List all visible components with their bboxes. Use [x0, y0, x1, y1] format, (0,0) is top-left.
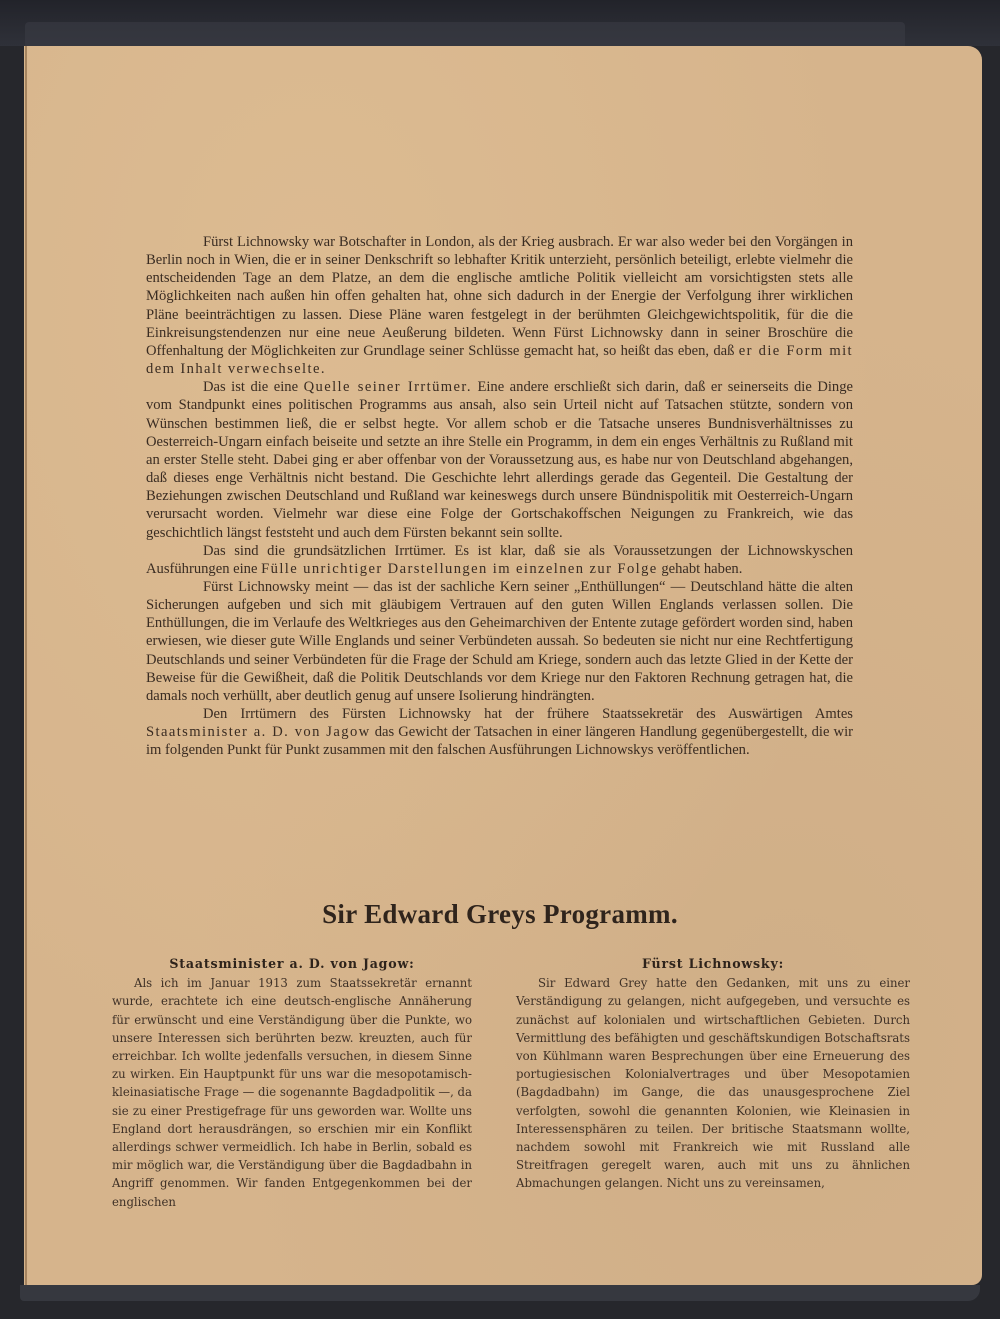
column-heading: Staatsminister a. D. von Jagow: — [169, 956, 415, 971]
emphasized-text: Staatsminister a. D. von Jagow — [146, 724, 371, 741]
column-text: Als ich im Januar 1913 zum Staatssekretär ernannt wurde, erachtete ich eine deutsch-englische Annäherung für erwünscht und eine Verständigung über die Punkte, wo unsere Interessen sich berührten bezw. kreuzten, auch für erreichbar. Ich wollte jedenfalls versuchen, in diesem Sinne zu wirken. Ein Hauptpunkt für uns war die mesopotamisch-kleinasiatische Frage — die sogenannte Bagdadpolitik —, da sie zu einer Prestigefrage für uns geworden war. Wollte uns England dort herausdrängen, so erschien mir ein Konflikt allerdings schwer vermeidlich. Ich habe in Berlin, sobald es mir möglich war, die Verständigung über die Bagdadbahn in Angriff genommen. Wir fanden Entgegenkommen bei der englischen — [112, 976, 472, 1209]
column-heading: Fürst Lichnowsky: — [641, 956, 785, 971]
scan-backdrop-shadow — [25, 22, 905, 46]
paragraph-text: Das sind die grundsätzlichen Irrtümer. Es ist klar, daß sie als Voraussetzungen der Lichnowskyschen Ausführungen eine — [146, 542, 853, 577]
intro-paragraph — [146, 378, 853, 541]
paragraph-text: das Gewicht der Tatsachen in einer längeren Handlung gegenübergestellt, die wir im folgenden Punkt für Punkt zusammen mit den falschen Ausführungen Lichnowskys veröffentlichen. — [146, 724, 853, 759]
intro-text-block — [146, 233, 853, 760]
paragraph-text: Eine andere erschließt sich darin, daß er seinerseits die Dinge vom Standpunkt eines politischen Programms aus ansah, also sein Urteil nicht auf Tatsachen stützte, sondern von Wünschen bestimmen ließ, die er selbst hegte. Vor allem schob er die Tatsache unseres Bundnisverhältnisses zu Oesterreich-Ungarn einfach beiseite und setzte an ihre Stelle ein Programm, in dem ein enges Verhältnis zu Rußland mit an erster Stelle steht. Dabei ging er aber offenbar von der Voraussetzung aus, es habe nur von Deutschland abgehangen, daß dieses enge Verhältnis nicht bestand. Die Geschichte lehrt allerdings gerade das Gegenteil. Die Gestaltung der Beziehungen zwischen Deutschland und Rußland war keineswegs durch unsere Bündnispolitik mit Oesterreich-Ungarn verursacht worden. Vielmehr war diese eine Folge der Gortschakoffschen Neigungen zu Frankreich, wie das geschichtlich längst feststeht und auch dem Fürsten bekannt sein sollte. — [146, 379, 853, 541]
paragraph-text: Fürst Lichnowsky meint — das ist der sachliche Kern seiner „Enthüllungen“ — Deutschland hätte die alten Sicherungen aufgeben und sich mit gläubigem Vertrauen auf den guten Willen Englands verlassen sollen. Die Enthüllungen, die im Verlaufe des Weltkrieges aus den Geheimarchiven der Entente zutage gefördert worden sind, haben erwiesen, wie dieser gute Wille Englands und seiner Verbündeten aussah. So bedeuten sie nicht nur eine Rechtfertigung Deutschlands und seiner Verbündeten für die Frage der Schuld am Kriege, sondern auch das letzte Glied in der Kette der Beweise für die Gewißheit, daß die Politik Deutschlands vor dem Kriege nur den Faktoren Rechnung getragen hat, die damals noch verhüllt, aber deutlich genug auf unsere Isolierung hindrängten. — [146, 578, 853, 704]
intro-paragraph — [146, 233, 853, 378]
paragraph-text: gehabt haben. — [657, 560, 743, 577]
emphasized-text: Quelle seiner Irrtümer. — [303, 379, 472, 396]
paragraph-text: Den Irrtümern des Fürsten Lichnowsky hat der frühere Staatssekretär des Auswärtigen Amtes — [203, 706, 853, 723]
scan-backdrop-bottom — [20, 1285, 980, 1301]
column-lichnowsky — [516, 955, 910, 1193]
intro-paragraph — [146, 578, 853, 705]
column-jagow — [112, 955, 472, 1211]
paragraph-text: Fürst Lichnowsky war Botschafter in London, als der Krieg ausbrach. Er war also weder bei den Vorgängen in Berlin noch in Wien, die er in seiner Denkschrift so lebhafter Kritik unterzieht, persönlich beteiligt, erlebte vielmehr die entscheidenden Tage an dem Platze, an dem die englische amtliche Politik vielleicht am vorsichtigsten stets alle Möglichkeiten nach außen hin offen gehalten hat, ohne sich dadurch in der Energie der Verfolgung ihrer wirklichen Pläne beeinträchtigen zu lassen. Diese Pläne waren festgelegt in der berühmten Gleichgewichtspolitik, für die die Einkreisungstendenzen nur eine neue Aeußerung bildeten. Wenn Fürst Lichnowsky dann in seiner Broschüre die Offenhaltung der Möglichkeiten zur Grundlage seiner Schlüsse gemacht hat, so heißt das eben, daß — [146, 234, 853, 359]
section-title: Sir Edward Greys Programm. — [322, 899, 678, 929]
emphasized-text: Fülle unrichtiger Darstellungen im einzelnen zur Folge — [261, 560, 658, 577]
emphasized-text: er die Form mit dem Inhalt verwechselte. — [146, 342, 853, 378]
intro-paragraph — [146, 542, 853, 578]
paragraph-text: Das ist die eine — [203, 379, 304, 396]
intro-paragraph — [146, 705, 853, 759]
page-fold-line — [25, 46, 27, 1285]
column-text: Sir Edward Grey hatte den Gedanken, mit uns zu einer Verständigung zu gelangen, nicht aufgegeben, und versuchte es zunächst auf kolonialen und wirtschaftlichen Gebieten. Durch Vermittlung des befähigten und geschäftskundigen Botschaftsrats von Kühlmann waren Besprechungen über eine Erneuerung des portugiesischen Kolonialvertrages und über Mesopotamien (Bagdadbahn) im Gange, die das unausgesprochene Ziel verfolgten, sowohl die genannten Kolonien, wie Kleinasien in Interessensphären zu teilen. Der britische Staatsmann wollte, nachdem sowohl mit Frankreich wie mit Russland alle Streitfragen geregelt waren, auch mit uns zu ähnlichen Abmachungen gelangen. Nicht uns zu vereinsamen, — [516, 976, 910, 1191]
